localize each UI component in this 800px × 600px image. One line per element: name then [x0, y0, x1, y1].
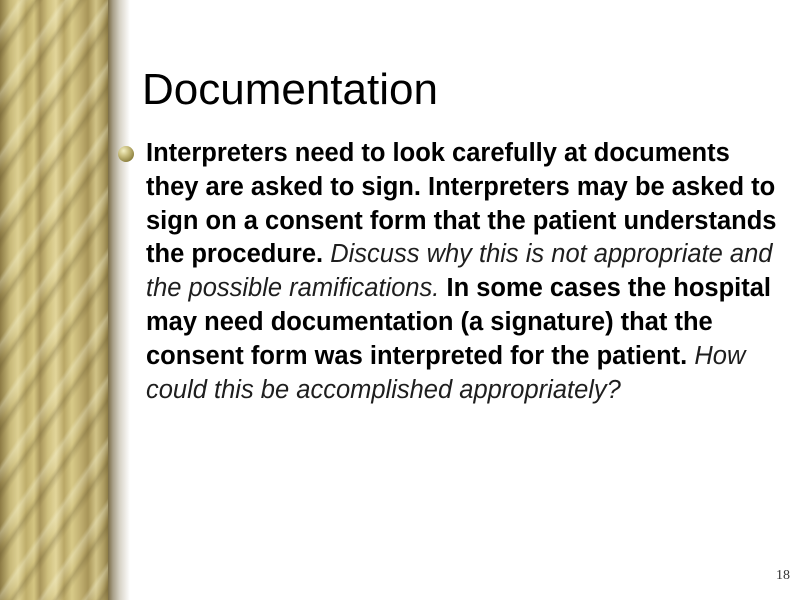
bullet-item: [118, 137, 778, 407]
decorative-left-border: [0, 0, 108, 600]
bullet-text: [146, 137, 778, 407]
slide-title: Documentation: [142, 65, 438, 114]
slide-number: 18: [776, 568, 790, 583]
bullet-dot-icon: [118, 146, 134, 162]
bullet-bold-text-2: In some cases the hospital may need documentation (a signature) that the consent form was interpreted for the patient.: [146, 274, 772, 370]
gold-border-pattern: [0, 0, 108, 600]
bullet-bold-text-1: Interpreters need to look carefully at documents they are asked to sign. Interpreters may be asked to sign on a consent form that the patient understands the procedure.: [146, 139, 777, 269]
bullet-italic-text-1: Discuss why this is not appropriate and the possible ramifications.: [146, 240, 773, 303]
bullet-italic-text-2: How could this be accomplished appropriately?: [146, 341, 746, 404]
